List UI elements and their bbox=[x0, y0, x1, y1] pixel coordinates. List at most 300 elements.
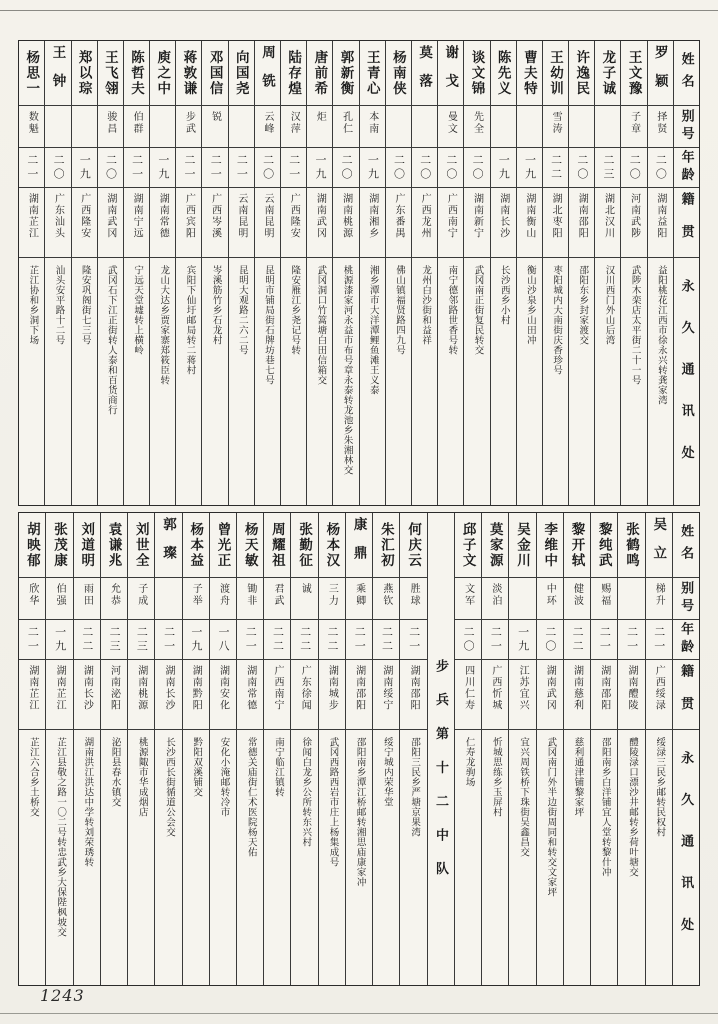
person-address: 忻城思练乡玉屏村 bbox=[490, 737, 501, 817]
native-place-cell bbox=[564, 660, 590, 730]
alias-cell bbox=[464, 106, 489, 148]
person-alias: 数魁 bbox=[26, 111, 38, 135]
address-cell bbox=[124, 258, 149, 505]
name-cell bbox=[264, 513, 290, 578]
person-age: 二〇 bbox=[261, 153, 274, 182]
alias-cell bbox=[98, 106, 123, 148]
person-alias: 骏昌 bbox=[104, 111, 116, 135]
native-place-cell bbox=[281, 188, 306, 258]
person-native-place: 河南武陟 bbox=[628, 193, 640, 239]
address-cell bbox=[46, 730, 72, 985]
column-header-name: 姓名 bbox=[679, 51, 695, 97]
person-column bbox=[536, 513, 563, 985]
name-cell bbox=[307, 41, 332, 106]
person-alias: 伯强 bbox=[54, 583, 66, 607]
person-alias: 胜球 bbox=[408, 583, 420, 607]
person-address: 南宁临江镇转 bbox=[272, 737, 283, 797]
alias-cell bbox=[482, 578, 508, 620]
person-address: 隆安雁江乡尧记号转 bbox=[289, 265, 300, 355]
native-place-cell bbox=[150, 188, 175, 258]
person-alias: 乘卿 bbox=[353, 583, 365, 607]
native-place-cell bbox=[124, 188, 149, 258]
person-alias: 三力 bbox=[326, 583, 338, 607]
person-alias: 燕钦 bbox=[380, 583, 392, 607]
alias-cell bbox=[46, 578, 72, 620]
person-address: 昆明大观路二六二号 bbox=[236, 265, 247, 355]
person-age: 二〇 bbox=[444, 153, 457, 182]
person-column bbox=[594, 41, 620, 505]
address-cell bbox=[360, 258, 385, 505]
header-column bbox=[673, 41, 699, 505]
person-alias: 诚 bbox=[299, 583, 311, 595]
person-native-place: 广西南宁 bbox=[271, 665, 283, 711]
name-cell bbox=[595, 41, 620, 106]
person-address: 桃源陬市华成烟店 bbox=[136, 737, 147, 817]
alias-cell bbox=[455, 578, 481, 620]
person-column bbox=[127, 513, 154, 985]
column-header-native-place: 籍贯 bbox=[679, 664, 695, 729]
name-cell bbox=[150, 41, 175, 106]
person-address: 仁寿龙驹场 bbox=[463, 737, 474, 787]
age-cell bbox=[591, 620, 617, 660]
name-cell bbox=[509, 513, 535, 578]
age-cell bbox=[255, 148, 280, 188]
alias-cell bbox=[618, 578, 644, 620]
alias-cell bbox=[491, 106, 516, 148]
address-cell bbox=[346, 730, 372, 985]
address-cell bbox=[438, 258, 463, 505]
age-cell bbox=[564, 620, 590, 660]
person-name: 吴金川 bbox=[515, 521, 531, 569]
header-cell bbox=[674, 258, 699, 505]
address-cell bbox=[19, 730, 45, 985]
native-place-cell bbox=[517, 188, 542, 258]
alias-cell bbox=[45, 106, 70, 148]
person-native-place: 广西隆安 bbox=[78, 193, 90, 239]
person-address: 龙山大达乡贾家寨郑筱臣转 bbox=[158, 265, 169, 385]
person-native-place: 湖南桃源 bbox=[340, 193, 352, 239]
header-cell bbox=[674, 188, 699, 258]
native-place-cell bbox=[618, 660, 644, 730]
native-place-cell bbox=[646, 660, 672, 730]
name-cell bbox=[400, 513, 426, 578]
person-address: 宜兴周铁桥下珠街吴鑫昌交 bbox=[518, 737, 529, 857]
person-name: 龙子诚 bbox=[600, 49, 616, 97]
age-cell bbox=[517, 148, 542, 188]
name-cell bbox=[333, 41, 358, 106]
alias-cell bbox=[569, 106, 594, 148]
header-cell bbox=[673, 730, 699, 985]
alias-cell bbox=[537, 578, 563, 620]
native-place-cell bbox=[101, 660, 127, 730]
person-native-place: 湖南长沙 bbox=[81, 665, 93, 711]
alias-cell bbox=[543, 106, 568, 148]
address-cell bbox=[386, 258, 411, 505]
person-age: 一九 bbox=[313, 153, 326, 182]
person-column bbox=[290, 513, 317, 985]
person-native-place: 湖南衡山 bbox=[523, 193, 535, 239]
person-name: 唐前希 bbox=[312, 49, 328, 97]
person-column bbox=[399, 513, 426, 985]
address-cell bbox=[74, 730, 100, 985]
native-place-cell bbox=[19, 660, 45, 730]
address-cell bbox=[264, 730, 290, 985]
person-alias: 步武 bbox=[183, 111, 195, 135]
age-cell bbox=[360, 148, 385, 188]
alias-cell bbox=[124, 106, 149, 148]
person-native-place: 湖南长沙 bbox=[163, 665, 175, 711]
person-native-place: 湖南常德 bbox=[157, 193, 169, 239]
name-cell bbox=[155, 513, 181, 578]
person-address: 汉川西门外山后湾 bbox=[603, 265, 614, 345]
person-address: 黔阳双溪铺交 bbox=[191, 737, 202, 797]
person-name: 王飞翎 bbox=[102, 49, 118, 97]
native-place-cell bbox=[237, 660, 263, 730]
person-name: 许逸民 bbox=[574, 49, 590, 97]
age-cell bbox=[74, 620, 100, 660]
person-native-place: 广东徐闻 bbox=[299, 665, 311, 711]
person-address: 邵阳南乡白洋铺宜人堂转黎什冲 bbox=[599, 737, 610, 877]
person-alias: 雪涛 bbox=[550, 111, 562, 135]
person-name: 郭新衡 bbox=[338, 49, 354, 97]
age-cell bbox=[438, 148, 463, 188]
age-cell bbox=[264, 620, 290, 660]
address-cell bbox=[281, 258, 306, 505]
native-place-cell bbox=[128, 660, 154, 730]
native-place-cell bbox=[333, 188, 358, 258]
age-cell bbox=[98, 148, 123, 188]
column-header-name: 姓名 bbox=[679, 523, 695, 569]
age-cell bbox=[291, 620, 317, 660]
person-address: 益阳桃花江西市徐永兴转龚家湾 bbox=[655, 265, 666, 405]
person-age: 二〇 bbox=[543, 625, 556, 654]
person-name: 杨思一 bbox=[24, 49, 40, 97]
name-cell bbox=[621, 41, 646, 106]
person-name: 张勤征 bbox=[297, 521, 313, 569]
name-cell bbox=[455, 513, 481, 578]
person-name: 罗颖 bbox=[652, 44, 668, 102]
alias-cell bbox=[128, 578, 154, 620]
person-column bbox=[209, 513, 236, 985]
age-cell bbox=[346, 620, 372, 660]
person-column bbox=[620, 41, 646, 505]
person-address: 绥渌三民乡邮转民权村 bbox=[654, 737, 665, 837]
native-place-cell bbox=[176, 188, 201, 258]
person-column bbox=[280, 41, 306, 505]
person-native-place: 湖南桃源 bbox=[135, 665, 147, 711]
age-cell bbox=[150, 148, 175, 188]
native-place-cell bbox=[569, 188, 594, 258]
native-place-cell bbox=[412, 188, 437, 258]
person-age: 二一 bbox=[209, 153, 222, 182]
alias-cell bbox=[19, 578, 45, 620]
native-place-cell bbox=[482, 660, 508, 730]
age-cell bbox=[307, 148, 332, 188]
alias-cell bbox=[19, 106, 44, 148]
name-cell bbox=[202, 41, 227, 106]
address-cell bbox=[72, 258, 97, 505]
person-address: 湖南洪江洪达中学转刘荣琇转 bbox=[82, 737, 93, 867]
person-address: 慈利通津铺黎家坪 bbox=[572, 737, 583, 817]
alias-cell bbox=[333, 106, 358, 148]
person-alias: 文军 bbox=[462, 583, 474, 607]
person-address: 岑溪筋竹乡石龙村 bbox=[210, 265, 221, 345]
name-cell bbox=[464, 41, 489, 106]
alias-cell bbox=[386, 106, 411, 148]
person-alias: 梯升 bbox=[653, 583, 665, 607]
age-cell bbox=[482, 620, 508, 660]
person-column bbox=[44, 41, 70, 505]
name-cell bbox=[128, 513, 154, 578]
header-cell bbox=[674, 41, 699, 106]
alias-cell bbox=[210, 578, 236, 620]
person-name: 王青心 bbox=[364, 49, 380, 97]
address-cell bbox=[482, 730, 508, 985]
person-age: 一九 bbox=[516, 625, 529, 654]
person-name: 杨天敏 bbox=[242, 521, 258, 569]
person-column bbox=[508, 513, 535, 985]
person-column bbox=[359, 41, 385, 505]
person-column bbox=[481, 513, 508, 985]
person-column bbox=[154, 513, 181, 985]
alias-cell bbox=[373, 578, 399, 620]
person-age: 二二 bbox=[571, 625, 584, 654]
address-cell bbox=[229, 258, 254, 505]
name-cell bbox=[98, 41, 123, 106]
header-cell bbox=[673, 513, 699, 578]
alias-cell bbox=[101, 578, 127, 620]
person-alias: 子章 bbox=[628, 111, 640, 135]
address-cell bbox=[45, 258, 70, 505]
person-alias: 锄非 bbox=[244, 583, 256, 607]
native-place-cell bbox=[155, 660, 181, 730]
person-name: 胡映郁 bbox=[24, 521, 40, 569]
native-place-cell bbox=[537, 660, 563, 730]
address-cell bbox=[101, 730, 127, 985]
age-cell bbox=[543, 148, 568, 188]
unit-divider-column bbox=[427, 513, 454, 985]
address-cell bbox=[509, 730, 535, 985]
alias-cell bbox=[621, 106, 646, 148]
native-place-cell bbox=[648, 188, 673, 258]
person-native-place: 湖南黔阳 bbox=[190, 665, 202, 711]
age-cell bbox=[237, 620, 263, 660]
person-age: 二一 bbox=[183, 153, 195, 182]
name-cell bbox=[517, 41, 542, 106]
person-address: 邵阳东乡封家渡交 bbox=[577, 265, 588, 345]
age-cell bbox=[210, 620, 236, 660]
address-cell bbox=[646, 730, 672, 985]
address-cell bbox=[569, 258, 594, 505]
person-address: 宁远天堂墟转上横岭 bbox=[132, 265, 143, 355]
person-address: 徐闻白龙乡公所转东兴村 bbox=[300, 737, 311, 847]
name-cell bbox=[124, 41, 149, 106]
name-cell bbox=[543, 41, 568, 106]
native-place-cell bbox=[210, 660, 236, 730]
person-age: 二〇 bbox=[471, 153, 484, 182]
address-cell bbox=[319, 730, 345, 985]
age-cell bbox=[46, 620, 72, 660]
person-age: 二二 bbox=[549, 153, 562, 182]
person-column bbox=[454, 513, 481, 985]
column-header-address: 永久通讯处 bbox=[679, 279, 695, 487]
age-cell bbox=[569, 148, 594, 188]
address-cell bbox=[455, 730, 481, 985]
alias-cell bbox=[400, 578, 426, 620]
person-column bbox=[19, 41, 44, 505]
person-alias: 炬 bbox=[314, 111, 326, 123]
person-name: 谈文锦 bbox=[469, 49, 485, 97]
person-name: 王文豫 bbox=[626, 49, 642, 97]
native-place-cell bbox=[400, 660, 426, 730]
person-column bbox=[100, 513, 127, 985]
alias-cell bbox=[281, 106, 306, 148]
address-cell bbox=[595, 258, 620, 505]
name-cell bbox=[569, 41, 594, 106]
person-native-place: 河南泌阳 bbox=[108, 665, 120, 711]
person-name: 郭璨 bbox=[160, 516, 176, 574]
person-age: 二三 bbox=[108, 625, 121, 654]
age-cell bbox=[373, 620, 399, 660]
address-cell bbox=[517, 258, 542, 505]
person-native-place: 湖南醴陵 bbox=[626, 665, 637, 711]
address-cell bbox=[491, 258, 516, 505]
name-cell bbox=[72, 41, 97, 106]
person-native-place: 广西绥渌 bbox=[653, 665, 665, 711]
name-cell bbox=[346, 513, 372, 578]
native-place-cell bbox=[307, 188, 332, 258]
person-age: 二三 bbox=[135, 625, 148, 654]
alias-cell bbox=[591, 578, 617, 620]
native-place-cell bbox=[509, 660, 535, 730]
person-column bbox=[590, 513, 617, 985]
person-native-place: 广西隆安 bbox=[288, 193, 300, 239]
address-cell bbox=[210, 730, 236, 985]
address-cell bbox=[464, 258, 489, 505]
address-cell bbox=[564, 730, 590, 985]
person-address: 安化小淹邮转冷市 bbox=[218, 737, 229, 817]
person-age: 二〇 bbox=[575, 153, 588, 182]
person-native-place: 湖南城步 bbox=[326, 665, 338, 711]
address-cell bbox=[412, 258, 437, 505]
name-cell bbox=[237, 513, 263, 578]
person-age: 二〇 bbox=[52, 153, 65, 182]
name-cell bbox=[45, 41, 70, 106]
person-address: 芷江六合乡土桥交 bbox=[27, 737, 38, 817]
person-alias: 伯群 bbox=[131, 111, 143, 135]
person-column bbox=[372, 513, 399, 985]
person-column bbox=[149, 41, 175, 505]
person-alias: 子成 bbox=[135, 583, 147, 607]
person-native-place: 湖南新宁 bbox=[471, 193, 483, 239]
alias-cell bbox=[183, 578, 209, 620]
native-place-cell bbox=[229, 188, 254, 258]
age-cell bbox=[281, 148, 306, 188]
alias-cell bbox=[176, 106, 201, 148]
address-cell bbox=[648, 258, 673, 505]
address-cell bbox=[150, 258, 175, 505]
age-cell bbox=[45, 148, 70, 188]
age-cell bbox=[124, 148, 149, 188]
person-native-place: 湖南宁远 bbox=[131, 193, 143, 239]
alias-cell bbox=[319, 578, 345, 620]
person-address: 武冈西路西岩市庄上杨集成号 bbox=[327, 737, 338, 867]
person-name: 张茂康 bbox=[52, 521, 68, 569]
person-alias: 曼文 bbox=[445, 111, 457, 135]
column-header-native-place: 籍贯 bbox=[679, 192, 695, 257]
address-cell bbox=[237, 730, 263, 985]
native-place-cell bbox=[455, 660, 481, 730]
alias-cell bbox=[150, 106, 175, 148]
alias-cell bbox=[346, 578, 372, 620]
person-name: 刘道明 bbox=[79, 521, 95, 569]
person-column bbox=[201, 41, 227, 505]
person-age: 二〇 bbox=[418, 153, 431, 182]
person-address: 绥宁城内荣华堂 bbox=[381, 737, 392, 807]
page-frame-bottom-rule bbox=[0, 1013, 718, 1014]
header-cell bbox=[673, 660, 699, 730]
name-cell bbox=[74, 513, 100, 578]
name-cell bbox=[438, 41, 463, 106]
person-name: 陈哲夫 bbox=[129, 49, 145, 97]
alias-cell bbox=[74, 578, 100, 620]
native-place-cell bbox=[438, 188, 463, 258]
native-place-cell bbox=[183, 660, 209, 730]
person-native-place: 湖南芷江 bbox=[26, 665, 38, 711]
person-address: 长沙西乡小村 bbox=[498, 265, 509, 325]
name-cell bbox=[591, 513, 617, 578]
address-cell bbox=[373, 730, 399, 985]
page-number: 1243 bbox=[40, 986, 85, 1005]
roster-table-upper bbox=[18, 40, 700, 506]
header-cell bbox=[674, 148, 699, 188]
native-place-cell bbox=[255, 188, 280, 258]
person-age: 二一 bbox=[489, 625, 502, 654]
person-address: 武冈洞口竹篙塘白田信箱交 bbox=[315, 265, 326, 385]
person-address: 桃源漆家河永益市布号章永泰转龙池乡朱湘林交 bbox=[341, 265, 352, 475]
person-native-place: 湖南湘乡 bbox=[366, 193, 378, 239]
native-place-cell bbox=[291, 660, 317, 730]
person-age: 二二 bbox=[271, 625, 284, 654]
alias-cell bbox=[72, 106, 97, 148]
name-cell bbox=[101, 513, 127, 578]
age-cell bbox=[333, 148, 358, 188]
person-alias: 云峰 bbox=[262, 111, 273, 135]
age-cell bbox=[229, 148, 254, 188]
age-cell bbox=[646, 620, 672, 660]
name-cell bbox=[373, 513, 399, 578]
person-alias: 本南 bbox=[366, 111, 378, 135]
person-name: 庾之中 bbox=[155, 49, 171, 97]
address-cell bbox=[155, 730, 181, 985]
age-cell bbox=[101, 620, 127, 660]
person-name: 邱子文 bbox=[460, 521, 476, 569]
person-column bbox=[254, 41, 280, 505]
person-name: 杨本汉 bbox=[324, 521, 340, 569]
name-cell bbox=[281, 41, 306, 106]
header-cell bbox=[673, 578, 699, 620]
person-age: 一九 bbox=[156, 153, 169, 182]
person-address: 芷江县敬之路一〇二号转忠武乡大保陛枫坡交 bbox=[55, 737, 66, 937]
person-name: 康鼎 bbox=[351, 516, 367, 574]
person-name: 王幼训 bbox=[548, 49, 564, 97]
person-native-place: 广西忻城 bbox=[489, 665, 501, 711]
person-address: 武陟木栾店太平街二十一号 bbox=[629, 265, 640, 385]
person-address: 武冈南门外半边街周同和转交文家坪 bbox=[545, 737, 556, 897]
alias-cell bbox=[438, 106, 463, 148]
alias-cell bbox=[412, 106, 437, 148]
person-name: 杨南侠 bbox=[390, 49, 406, 97]
